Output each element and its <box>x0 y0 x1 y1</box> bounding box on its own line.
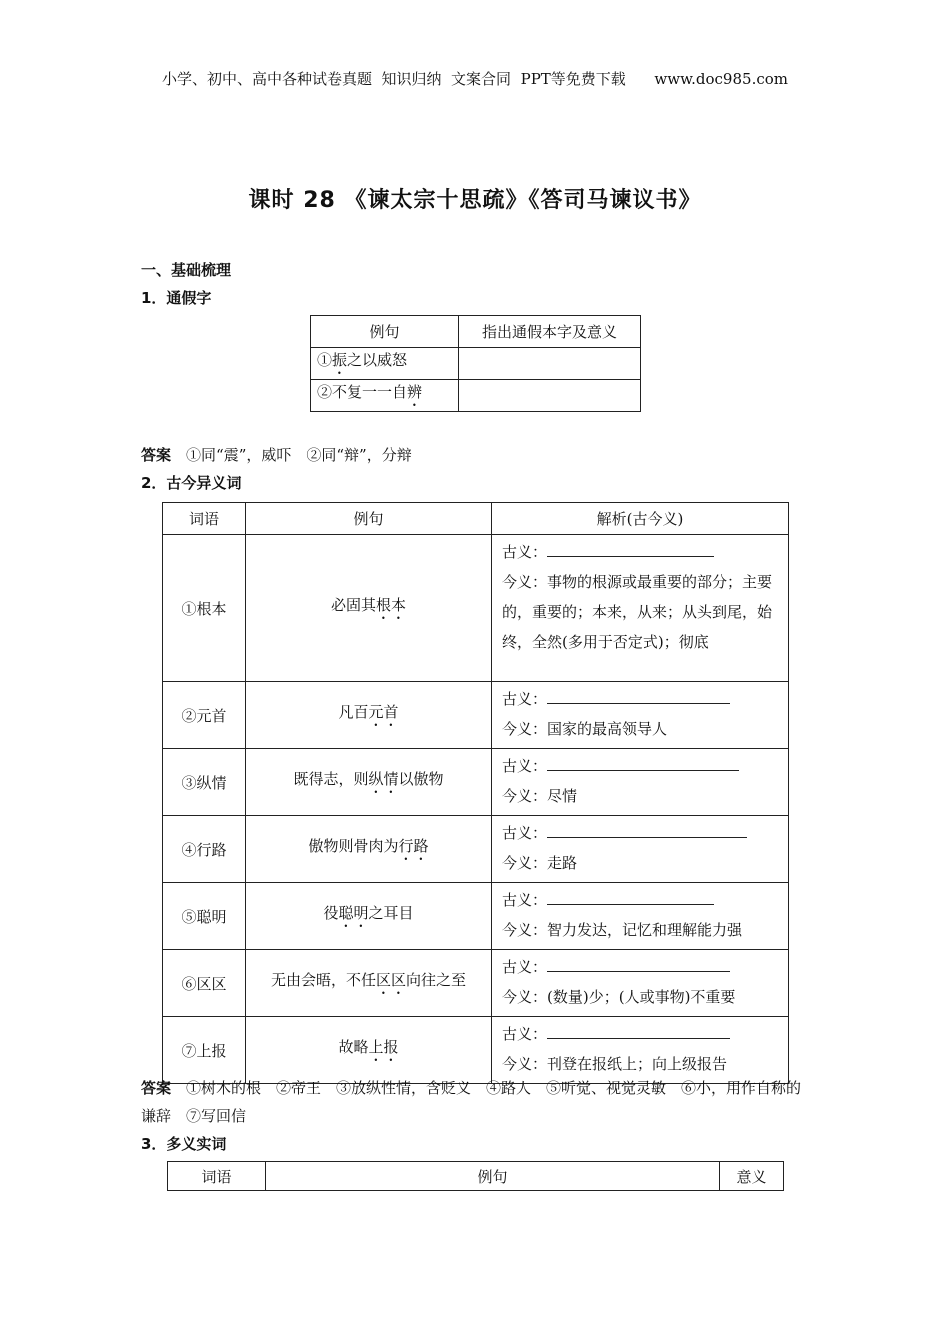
analysis-cell: 古义： 今义：智力发达，记忆和理解能力强 <box>492 883 789 950</box>
example-cell: 必固其根本 <box>246 535 492 682</box>
table-header: 例句 <box>266 1162 720 1191</box>
page-title: 课时 28 《谏太宗十思疏》《答司马谏议书》 <box>248 188 702 213</box>
table-row <box>163 950 789 1017</box>
table-header: 解析(古今义) <box>492 503 789 535</box>
answer-1: 答案 ①同“震”，威吓 ②同“辩”，分辩 <box>141 446 412 464</box>
table-row <box>311 348 641 380</box>
analysis-cell: 古义： 今义：刊登在报纸上；向上级报告 <box>492 1017 789 1084</box>
example-cell: 凡百元首 <box>246 682 492 749</box>
word-cell: ④行路 <box>163 816 246 883</box>
example-cell: 无由会晤，不任区区向往之至 <box>246 950 492 1017</box>
answer-2: 答案 ①树木的根 ②帝王 ③放纵性情，含贬义 ④路人 ⑤听觉、视觉灵敏 ⑥小，用作自称的谦辞 ⑦写回信 <box>141 1079 802 1125</box>
emphasized-char: 振 <box>332 351 348 369</box>
word-cell: ③纵情 <box>163 749 246 816</box>
table-header: 意义 <box>720 1162 784 1191</box>
word-cell: ⑥区区 <box>163 950 246 1017</box>
example-cell: 役聪明之耳目 <box>246 883 492 950</box>
table-row <box>163 816 789 883</box>
subsection-duoyi-shici: 3．多义实词 <box>141 1135 227 1153</box>
section-heading-basics: 一、基础梳理 <box>141 261 232 279</box>
table-header: 指出通假本字及意义 <box>459 316 641 348</box>
answer-label: 答案 <box>141 1079 172 1097</box>
answer-label: 答案 <box>141 446 172 464</box>
analysis-cell: 古义： 今义：走路 <box>492 816 789 883</box>
gujin-yiyi-table <box>162 502 789 1084</box>
table-row <box>163 883 789 950</box>
table-row <box>163 682 789 749</box>
example-cell: 既得志，则纵情以傲物 <box>246 749 492 816</box>
answer-cell <box>459 348 641 380</box>
table-header: 词语 <box>168 1162 266 1191</box>
table-row <box>163 535 789 682</box>
analysis-cell: 古义： 今义：国家的最高领导人 <box>492 682 789 749</box>
page-header: 小学、初中、高中各种试卷真题 知识归纳 文案合同 PPT等免费下载 www.doc985.com <box>161 70 788 88</box>
example-cell: ①振之以威怒 <box>311 348 459 380</box>
analysis-cell: 古义： 今义：(数量)少；(人或事物)不重要 <box>492 950 789 1017</box>
table-header: 例句 <box>246 503 492 535</box>
table-header: 例句 <box>311 316 459 348</box>
example-cell: 傲物则骨肉为行路 <box>246 816 492 883</box>
tongjiazi-table <box>310 315 641 412</box>
word-cell: ①根本 <box>163 535 246 682</box>
answer-cell <box>459 380 641 412</box>
word-cell: ⑤聪明 <box>163 883 246 950</box>
table-header: 词语 <box>163 503 246 535</box>
example-cell: 故略上报 <box>246 1017 492 1084</box>
duoyi-shici-table <box>167 1161 784 1191</box>
table-row <box>311 380 641 412</box>
word-cell: ⑦上报 <box>163 1017 246 1084</box>
word-cell: ②元首 <box>163 682 246 749</box>
emphasized-char: 辨 <box>407 383 423 401</box>
subsection-tongjiazi: 1．通假字 <box>141 289 212 307</box>
table-row <box>163 749 789 816</box>
example-cell: ②不复一一自辨 <box>311 380 459 412</box>
analysis-cell: 古义： 今义：尽情 <box>492 749 789 816</box>
analysis-cell: 古义： 今义：事物的根源或最重要的部分；主要的，重要的；本来，从来；从头到尾，始终，全然(多用于否定式)；彻底 <box>492 535 789 682</box>
subsection-gujin-yiyi: 2．古今异义词 <box>141 474 242 492</box>
